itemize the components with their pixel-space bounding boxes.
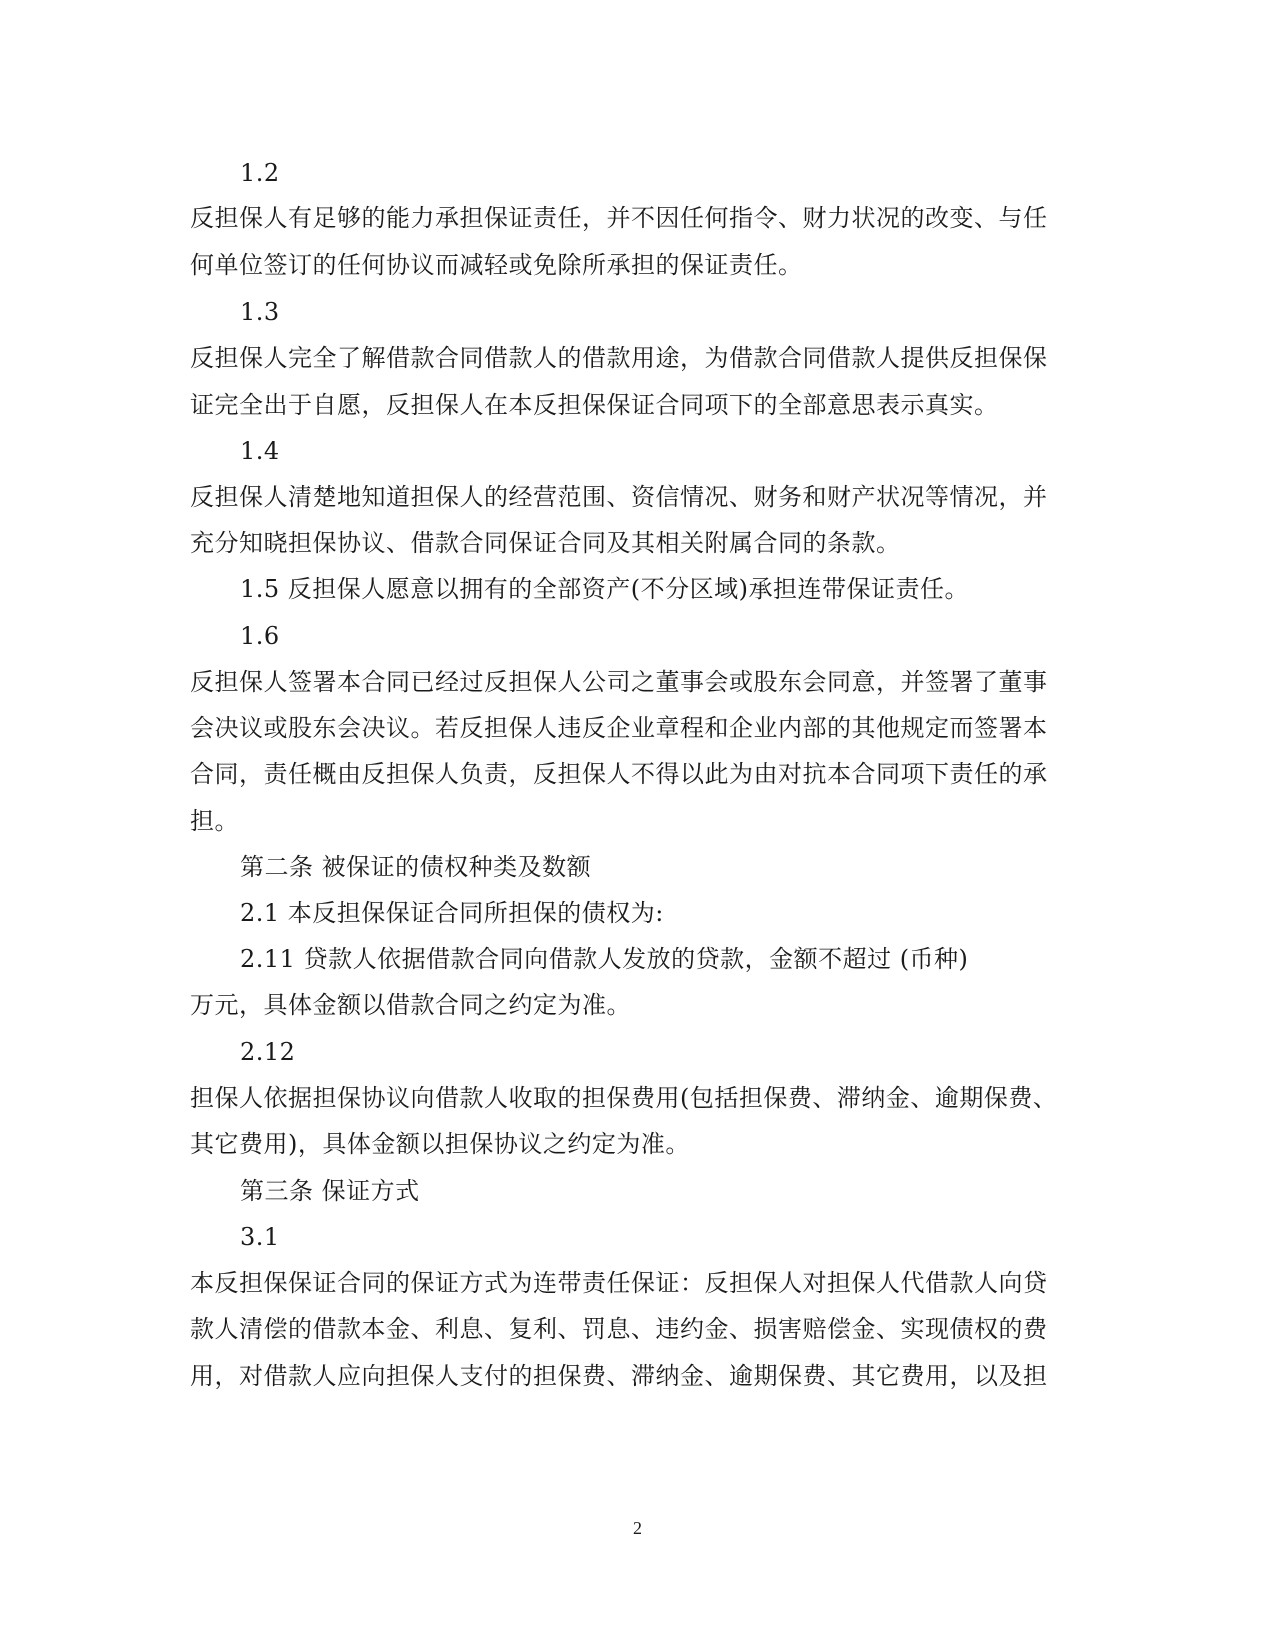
paragraph-line: 证完全出于自愿，反担保人在本反担保保证合同项下的全部意思表示真实。: [190, 391, 999, 419]
paragraph-line: 其它费用)，具体金额以担保协议之约定为准。: [190, 1130, 690, 1158]
clause-2-11: 2.11 贷款人依据借款合同向借款人发放的贷款，金额不超过 (币种): [240, 945, 969, 973]
paragraph-line: 反担保人清楚地知道担保人的经营范围、资信情况、财务和财产状况等情况，并: [190, 483, 1048, 511]
paragraph-line: 会决议或股东会决议。若反担保人违反企业章程和企业内部的其他规定而签署本: [190, 714, 1048, 742]
article-heading-3: 第三条 保证方式: [240, 1177, 420, 1205]
clause-number-2-12: 2.12: [240, 1038, 296, 1066]
clause-number-1-2: 1.2: [240, 159, 280, 187]
paragraph-line: 反担保人完全了解借款合同借款人的借款用途，为借款合同借款人提供反担保保: [190, 344, 1048, 372]
paragraph-line: 担。: [190, 807, 239, 835]
clause-1-5: 1.5 反担保人愿意以拥有的全部资产(不分区域)承担连带保证责任。: [240, 575, 970, 603]
paragraph-line: 万元，具体金额以借款合同之约定为准。: [190, 991, 631, 1019]
clause-number-1-3: 1.3: [240, 298, 280, 326]
clause-number-3-1: 3.1: [240, 1223, 280, 1251]
paragraph-line: 担保人依据担保协议向借款人收取的担保费用(包括担保费、滞纳金、逾期保费、: [190, 1084, 1058, 1112]
clause-2-1: 2.1 本反担保保证合同所担保的债权为:: [240, 899, 664, 927]
paragraph-line: 用，对借款人应向担保人支付的担保费、滞纳金、逾期保费、其它费用，以及担: [190, 1362, 1048, 1390]
clause-number-1-6: 1.6: [240, 622, 280, 650]
paragraph-line: 本反担保保证合同的保证方式为连带责任保证：反担保人对担保人代借款人向贷: [190, 1269, 1048, 1297]
paragraph-line: 反担保人有足够的能力承担保证责任，并不因任何指令、财力状况的改变、与任: [190, 204, 1048, 232]
paragraph-line: 何单位签订的任何协议而减轻或免除所承担的保证责任。: [190, 251, 803, 279]
clause-number-1-4: 1.4: [240, 437, 280, 465]
page-number: 2: [633, 1518, 642, 1538]
paragraph-line: 合同，责任概由反担保人负责，反担保人不得以此为由对抗本合同项下责任的承: [190, 760, 1048, 788]
paragraph-line: 款人清偿的借款本金、利息、复利、罚息、违约金、损害赔偿金、实现债权的费: [190, 1315, 1048, 1343]
paragraph-line: 反担保人签署本合同已经过反担保人公司之董事会或股东会同意，并签署了董事: [190, 668, 1048, 696]
article-heading-2: 第二条 被保证的债权种类及数额: [240, 853, 592, 881]
paragraph-line: 充分知晓担保协议、借款合同保证合同及其相关附属合同的条款。: [190, 529, 901, 557]
